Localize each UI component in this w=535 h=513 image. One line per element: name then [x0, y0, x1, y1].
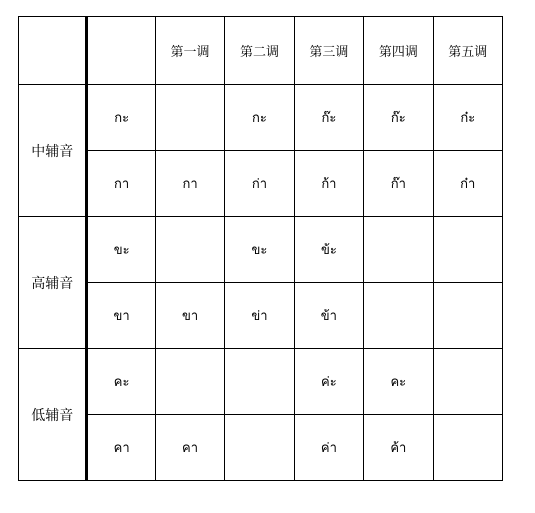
form-header-cell	[87, 17, 155, 85]
tone-cell: ค่า	[294, 415, 363, 481]
table-row	[19, 415, 503, 481]
tone-header-2: 第二调	[225, 17, 294, 85]
tone-table	[18, 16, 503, 481]
form-cell: กา	[87, 151, 155, 217]
tone-cell	[433, 283, 502, 349]
tone-cell	[364, 217, 433, 283]
tone-cell	[155, 85, 224, 151]
table-row	[19, 85, 503, 151]
tone-cell	[225, 349, 294, 415]
table-row	[19, 217, 503, 283]
tone-cell: ก๊า	[364, 151, 433, 217]
table-row	[19, 349, 503, 415]
table-row	[19, 151, 503, 217]
form-cell: คะ	[87, 349, 155, 415]
table-row	[19, 283, 503, 349]
group-label-high: 高辅音	[19, 217, 87, 349]
tone-cell	[433, 349, 502, 415]
tone-cell: ค้า	[364, 415, 433, 481]
tone-cell: คะ	[364, 349, 433, 415]
tone-header-3: 第三调	[294, 17, 363, 85]
form-cell: ขะ	[87, 217, 155, 283]
header-row	[19, 17, 503, 85]
tone-cell: ก๊ะ	[294, 85, 363, 151]
tone-cell: ข่า	[225, 283, 294, 349]
tone-cell: ข้ะ	[294, 217, 363, 283]
tone-cell	[155, 217, 224, 283]
tone-cell: ขะ	[225, 217, 294, 283]
group-label-low: 低辅音	[19, 349, 87, 481]
form-cell: ขา	[87, 283, 155, 349]
tone-cell	[155, 349, 224, 415]
tone-cell: ก๋า	[433, 151, 502, 217]
tone-cell: ก้า	[294, 151, 363, 217]
corner-cell	[19, 17, 87, 85]
tone-cell: คา	[155, 415, 224, 481]
tone-header-1: 第一调	[155, 17, 224, 85]
tone-cell: ข้า	[294, 283, 363, 349]
tone-cell: กา	[155, 151, 224, 217]
tone-cell: กะ	[225, 85, 294, 151]
tone-cell: ค่ะ	[294, 349, 363, 415]
tone-cell: ก๊ะ	[364, 85, 433, 151]
tone-cell: ก่า	[225, 151, 294, 217]
tone-cell: ก๋ะ	[433, 85, 502, 151]
tone-cell: ขา	[155, 283, 224, 349]
tone-cell	[433, 217, 502, 283]
tone-header-4: 第四调	[364, 17, 433, 85]
form-cell: คา	[87, 415, 155, 481]
tone-cell	[433, 415, 502, 481]
group-label-middle: 中辅音	[19, 85, 87, 217]
tone-header-5: 第五调	[433, 17, 502, 85]
tone-cell	[225, 415, 294, 481]
tone-cell	[364, 283, 433, 349]
form-cell: กะ	[87, 85, 155, 151]
